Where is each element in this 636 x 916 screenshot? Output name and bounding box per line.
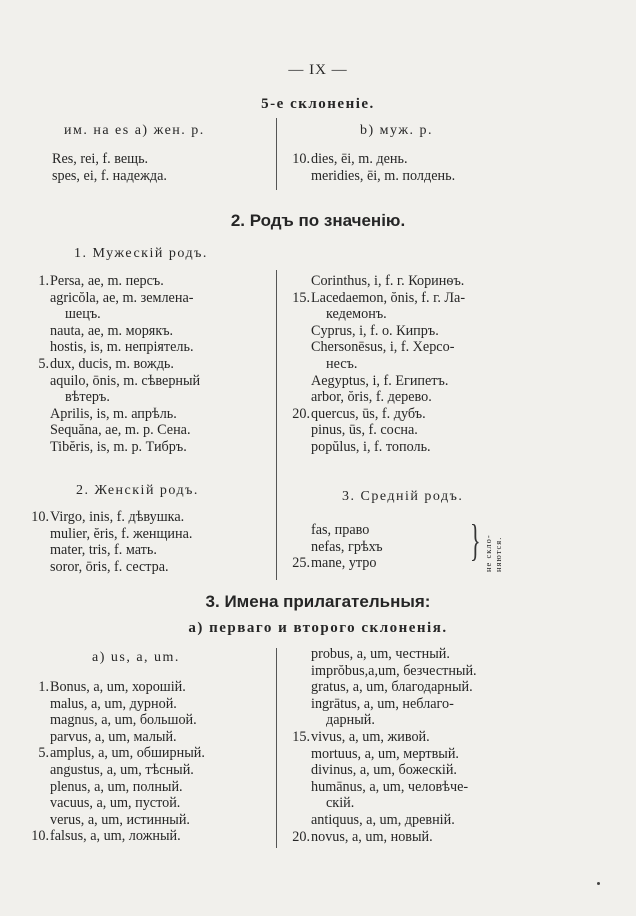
item-text: vacuus, a, um, пустой. xyxy=(50,795,181,812)
item-number: 20. xyxy=(292,828,310,845)
adjectives-subtitle: а) перваго и второго склоненія. xyxy=(188,620,448,636)
list-item xyxy=(31,828,205,845)
list-item xyxy=(50,389,200,406)
print-speck xyxy=(597,882,600,885)
item-number: 20. xyxy=(292,405,310,422)
item-text: malus, a, um, дурной. xyxy=(50,695,177,712)
item-text: Persa, ae, m. персъ. xyxy=(50,273,164,289)
item-text: divinus, a, um, божескій. xyxy=(311,762,457,779)
adjectives-list-left xyxy=(31,679,205,845)
list-item xyxy=(52,168,167,185)
item-text: mulier, ĕris, f. женщина. xyxy=(50,525,193,542)
list-item xyxy=(311,522,383,539)
fem-heading: 2. Женскій родъ. xyxy=(76,483,199,498)
item-text: mane, утро xyxy=(311,555,377,572)
list-item xyxy=(50,422,200,439)
item-text: Cyprus, i, f. о. Кипръ. xyxy=(311,322,439,339)
item-number: 10. xyxy=(31,828,49,845)
list-item xyxy=(38,355,200,373)
item-text: Lacedaemon, ŏnis, f. г. Ла- xyxy=(311,289,466,306)
list-item xyxy=(50,729,205,746)
item-text: antiquus, a, um, древній. xyxy=(311,811,455,828)
item-number: 25. xyxy=(292,555,310,572)
item-text: кедемонъ. xyxy=(326,306,387,323)
list-item xyxy=(50,779,205,796)
list-item xyxy=(311,539,383,556)
list-item xyxy=(50,812,205,829)
list-item xyxy=(311,168,455,185)
item-text: вѣтеръ. xyxy=(65,389,110,406)
list-item xyxy=(38,679,205,696)
item-text: magnus, a, um, большой. xyxy=(50,712,197,729)
fem-list xyxy=(31,509,193,575)
list-item xyxy=(50,762,205,779)
item-text: nefas, грѣхъ xyxy=(311,538,383,555)
item-text: gratus, a, um, благодарный. xyxy=(311,679,473,696)
item-number: 5. xyxy=(38,745,49,762)
list-item xyxy=(311,762,477,779)
list-item xyxy=(50,306,200,323)
list-item xyxy=(292,828,477,846)
item-text: Tibĕris, is, m. р. Тибръ. xyxy=(50,438,187,455)
list-item xyxy=(311,373,465,390)
gender-section-title: 2. Родъ по значенію. xyxy=(230,211,406,230)
item-text: dies, ēi, m. день. xyxy=(311,151,408,167)
column-divider xyxy=(276,118,277,190)
item-text: angustus, a, um, тѣсный. xyxy=(50,761,194,778)
item-text: popŭlus, i, f. тополь. xyxy=(311,438,431,455)
list-item xyxy=(311,323,465,340)
item-text: arbor, ŏris, f. дерево. xyxy=(311,389,432,406)
item-text: hostis, is, m. непріятель. xyxy=(50,339,194,356)
neut-heading: 3. Средній родъ. xyxy=(342,489,464,504)
decl5-a-label: им. на es a) жен. р. xyxy=(64,123,205,138)
list-item xyxy=(311,389,465,406)
list-item xyxy=(50,339,200,356)
list-item xyxy=(311,439,465,456)
list-item xyxy=(50,406,200,423)
item-text: Sequăna, ae, m. р. Сена. xyxy=(50,422,191,439)
item-text: pinus, ūs, f. сосна. xyxy=(311,422,418,439)
list-item xyxy=(311,273,465,290)
item-text: mortuus, a, um, мертвый. xyxy=(311,745,459,762)
item-text: Corinthus, i, f. г. Коринѳъ. xyxy=(311,273,465,289)
decl5-b-label: b) муж. р. xyxy=(360,123,434,138)
item-text: несъ. xyxy=(326,355,358,372)
decl5-a-list xyxy=(52,151,167,184)
list-item xyxy=(311,646,477,663)
item-text: imprŏbus,a,um, безчестный. xyxy=(311,662,477,679)
item-number: 1. xyxy=(38,273,49,289)
list-item xyxy=(50,795,205,812)
item-text: vivus, a, um, живой. xyxy=(311,728,430,745)
item-text: verus, a, um, истинный. xyxy=(50,811,190,828)
masc-heading: 1. Мужескій родъ. xyxy=(74,246,208,261)
column-divider xyxy=(276,648,277,848)
list-item xyxy=(50,323,200,340)
item-number: 15. xyxy=(292,728,310,745)
list-item xyxy=(311,712,477,729)
masc-list-left xyxy=(38,273,201,456)
brace-note-1: не скло- xyxy=(483,534,493,572)
item-number: 5. xyxy=(38,355,49,372)
item-text: aquilo, ōnis, m. сѣверный xyxy=(50,372,201,389)
list-item xyxy=(292,405,465,423)
list-item xyxy=(50,542,192,559)
decl5-heading: 5-е склоненіе. xyxy=(261,96,375,112)
adjectives-endings: a) us, a, um. xyxy=(92,650,180,665)
list-item xyxy=(38,745,205,762)
page-number: — IX — xyxy=(288,62,348,78)
item-text: probus, a, um, честный. xyxy=(311,646,450,662)
adjectives-title: 3. Имена прилагательныя: xyxy=(205,592,431,611)
decl5-b-list xyxy=(292,151,456,184)
list-item xyxy=(311,356,465,373)
adjectives-list-right xyxy=(292,646,477,845)
item-text: spes, ei, f. надежда. xyxy=(52,167,167,184)
item-text: parvus, a, um, малый. xyxy=(50,728,177,745)
list-item xyxy=(311,795,477,812)
list-item xyxy=(50,559,192,576)
item-text: novus, a, um, новый. xyxy=(311,828,433,845)
list-item xyxy=(52,151,167,168)
list-item xyxy=(292,151,455,168)
item-text: ingrātus, a, um, неблаго- xyxy=(311,695,454,712)
item-text: Virgo, inis, f. дѣвушка. xyxy=(50,509,185,525)
item-text: дарный. xyxy=(326,712,375,729)
item-text: шецъ. xyxy=(65,306,101,323)
item-text: falsus, a, um, ложный. xyxy=(50,828,181,845)
item-text: amplus, a, um, обширный. xyxy=(50,745,205,762)
item-text: agricŏla, ae, m. землена- xyxy=(50,289,194,306)
brace-icon: } xyxy=(470,516,481,565)
list-item xyxy=(50,290,200,307)
item-text: Bonus, a, um, хорошій. xyxy=(50,679,186,695)
item-number: 15. xyxy=(292,289,310,306)
list-item xyxy=(311,779,477,796)
item-text: скій. xyxy=(326,795,355,812)
list-item xyxy=(311,696,477,713)
list-item xyxy=(311,679,477,696)
list-item xyxy=(311,306,465,323)
item-text: dux, ducis, m. вождь. xyxy=(50,355,174,372)
list-item xyxy=(50,526,192,543)
item-number: 1. xyxy=(38,679,49,695)
item-text: mater, tris, f. мать. xyxy=(50,542,157,559)
item-text: plenus, a, um, полный. xyxy=(50,778,183,795)
masc-list-right xyxy=(292,273,466,456)
item-number: 10. xyxy=(292,151,310,167)
item-text: Res, rei, f. вещь. xyxy=(52,151,149,167)
list-item xyxy=(311,339,465,356)
item-text: Aegyptus, i, f. Египетъ. xyxy=(311,372,449,389)
list-item xyxy=(50,373,200,390)
item-text: Chersonēsus, i, f. Херсо- xyxy=(311,339,455,356)
item-text: Aprilis, is, m. апрѣль. xyxy=(50,405,177,422)
item-text: soror, ōris, f. сестра. xyxy=(50,558,169,575)
list-item xyxy=(50,696,205,713)
list-item xyxy=(311,663,477,680)
list-item xyxy=(311,812,477,829)
item-text: nauta, ae, m. морякъ. xyxy=(50,322,174,339)
item-text: quercus, ūs, f. дубъ. xyxy=(311,405,426,422)
list-item xyxy=(31,509,192,526)
list-item xyxy=(292,728,477,746)
list-item xyxy=(311,422,465,439)
item-text: fas, право xyxy=(311,522,370,538)
list-item xyxy=(50,439,200,456)
item-number: 10. xyxy=(31,509,49,525)
list-item xyxy=(50,712,205,729)
item-text: meridies, ēi, m. полдень. xyxy=(311,167,456,184)
item-text: humānus, a, um, человѣче- xyxy=(311,778,469,795)
brace-note-2: няются. xyxy=(493,536,503,572)
neut-list xyxy=(292,522,383,572)
list-item xyxy=(38,273,200,290)
column-divider xyxy=(276,270,277,580)
list-item xyxy=(292,555,383,572)
list-item xyxy=(311,746,477,763)
list-item xyxy=(292,289,466,307)
